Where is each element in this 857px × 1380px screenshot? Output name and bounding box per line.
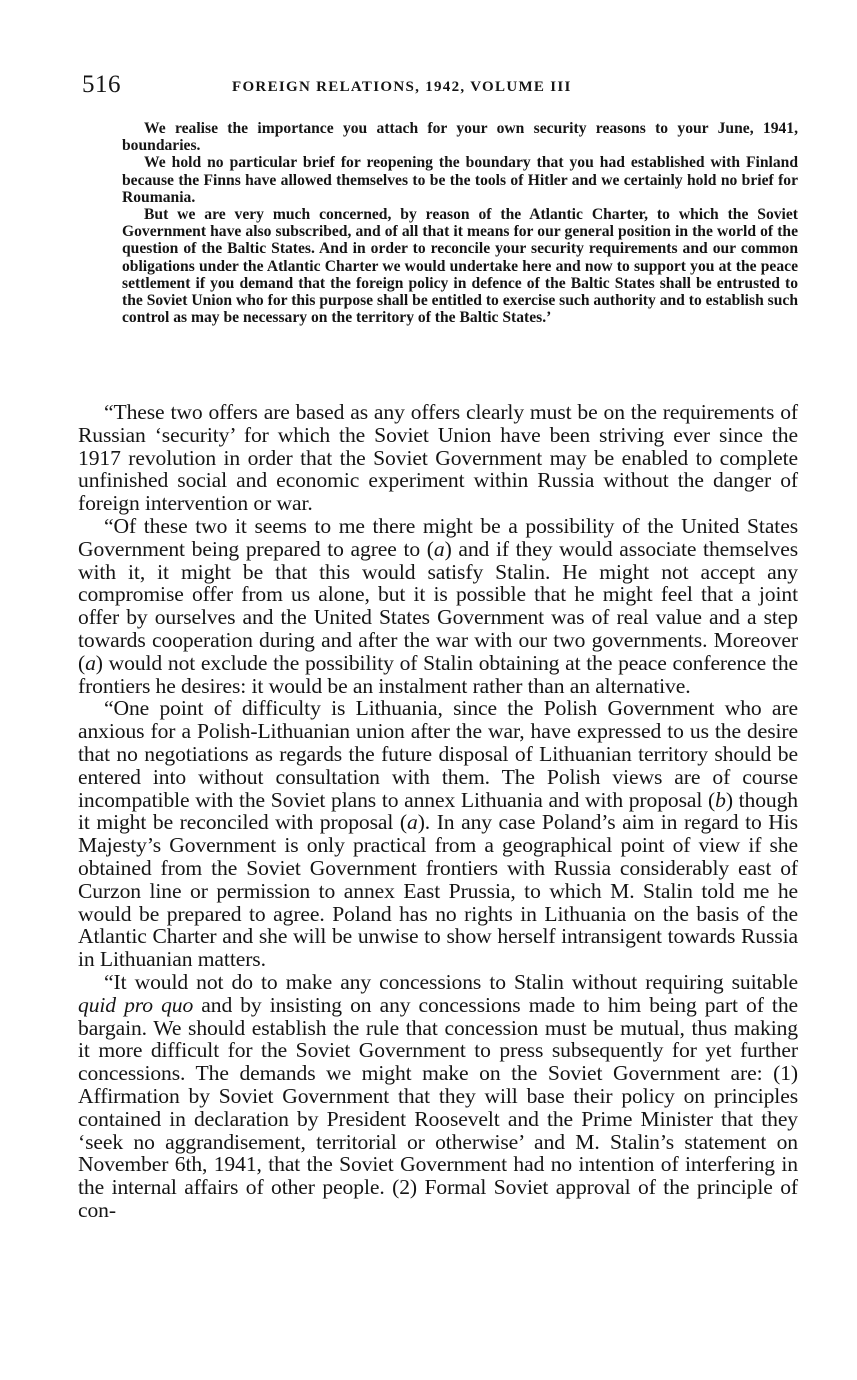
text-run: “One point of difficulty is Lithuania, since the Polish Government who are anxious for a Polish-Lithuanian union after the war, have expressed to us the desire that no negotiations as regards the future disposal of Lithuanian territory should be entered into without consultation with them. The Polish views are of course incompatible with the Soviet plans to annex Lithuania and with proposal ( (78, 696, 798, 812)
quote-paragraph: But we are very much concerned, by reason of the Atlantic Charter, to which the Soviet Government have also subscribed, and of all that it means for our general position in the world of the question of the Baltic States. And in order to reconcile your security requirements and our common obligations under the Atlantic Charter we would undertake here and now to support you at the peace settlement if you demand that the foreign policy in defence of the Baltic States shall be entrusted to the Soviet Union who for this purpose shall be entitled to exercise such authority and to establish such control as may be necessary on the territory of the Baltic States.’ (122, 206, 798, 327)
body-paragraph (78, 515, 798, 697)
quote-paragraph: We realise the importance you attach for your own security reasons to your June, 1941, boundaries. (122, 120, 798, 155)
text-run: ) and if they would associate themselves with it, it might be that this would satisfy Stalin. He might not accept any compromise offer from us alone, but it is possible that he might feel that a joint offer by ourselves and the United States Government was of real value and a step towards cooperation during and after the war with our two governments. Moreover ( (78, 536, 798, 675)
page-header (82, 70, 798, 100)
quoted-letter-block (122, 120, 798, 326)
running-head: FOREIGN RELATIONS, 1942, VOLUME III (232, 79, 572, 95)
italic-text: a (433, 536, 445, 561)
body-text (78, 401, 798, 1222)
text-run: “Of these two it seems to me there might be a possibility of the United States Government being prepared to agree to ( (78, 513, 798, 561)
text-run: ) would not exclude the possibility of Stalin obtaining at the peace conference the frontiers he desires: it would be an instalment rather than an alternative. (78, 650, 798, 698)
text-run: ). In any case Poland’s aim in regard to His Majesty’s Government is only practical from a geographical point of view if she obtained from the Soviet Government frontiers with Russia considerably east of Curzon line or permission to annex East Prussia, to which M. Stalin told me he would be prepared to agree. Poland has no rights in Lithuania on the basis of the Atlantic Charter and she will be unwise to show herself intransigent towards Russia in Lithuanian matters. (78, 810, 798, 972)
text-run: and by insisting on any concessions made to him being part of the bargain. We should establish the rule that concession must be mutual, thus making it more difficult for the Soviet Government to press subsequently for yet further concessions. The demands we might make on the Soviet Government are: (1) Affirmation by Soviet Government that they will base their policy on principles contained in declaration by President Roosevelt and the Prime Minister that they ‘seek no aggrandisement, territorial or otherwise’ and M. Stalin’s statement on November 6th, 1941, that the Soviet Government had no intention of interfering in the internal affairs of other people. (2) Formal Soviet approval of the principle of con- (78, 992, 798, 1222)
text-run: ) though it might be reconciled with proposal ( (78, 787, 798, 835)
quote-paragraph: We hold no particular brief for reopening the boundary that you had established with Finland because the Finns have allowed themselves to be the tools of Hitler and we certainly hold no brief for Roumania. (122, 154, 798, 206)
italic-text: a (85, 650, 96, 675)
italic-text: quid pro quo (78, 992, 194, 1017)
italic-text: a (407, 810, 418, 835)
italic-text: b (715, 787, 726, 812)
body-paragraph (78, 971, 798, 1222)
text-run: “It would not do to make any concessions to Stalin without requiring suitable (104, 969, 798, 994)
body-paragraph: “These two offers are based as any offers clearly must be on the requirements of Russian ‘security’ for which the Soviet Union have been striving ever since the 1917 revolution in order that the Soviet Government may be enabled to complete unfinished social and economic experiment within Russia without the danger of foreign intervention or war. (78, 400, 798, 516)
page-number: 516 (82, 71, 121, 98)
body-paragraph (78, 697, 798, 971)
